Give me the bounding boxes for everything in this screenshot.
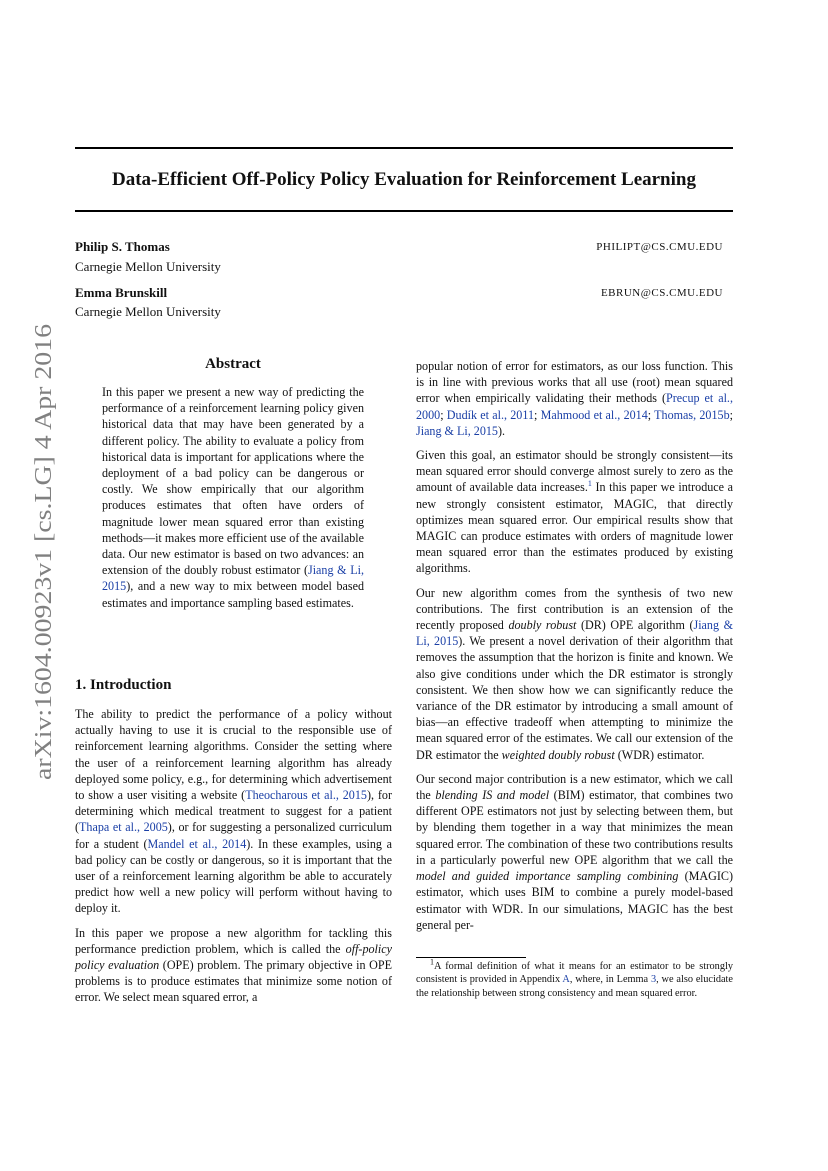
body-text: In this paper we introduce a new strongly consistent estimator, MAGIC, that directly optimizes mean squared error. Our empirical results show that MAGIC can produce estimates with orders of magnitude lower mean squared error than the estimates produced by existing algorithms. bbox=[416, 480, 734, 576]
citation-separator: ; bbox=[440, 407, 447, 422]
author-name-1: Philip S. Thomas bbox=[75, 239, 170, 254]
title-bottom-rule bbox=[75, 210, 733, 212]
abstract-heading: Abstract bbox=[205, 356, 261, 372]
emphasis-text: weighted doubly robust bbox=[501, 747, 615, 762]
citation-link[interactable]: Mahmood et al., 2014 bbox=[540, 407, 648, 422]
intro-paragraph-2 bbox=[75, 925, 392, 1006]
footnote-text: , where, in Lemma bbox=[569, 974, 651, 986]
footnote-1 bbox=[416, 957, 733, 1000]
body-text: popular notion of error for estimators, as our loss function. This is in line with previous works that all use (root) mean squared error when empirically validating their methods ( bbox=[416, 359, 733, 406]
emphasis-text: model and guided importance sampling combining bbox=[416, 869, 679, 884]
citation-link[interactable]: Thapa et al., 2005 bbox=[79, 820, 168, 835]
right-column-body bbox=[416, 358, 733, 941]
footnote-number: 1 bbox=[430, 957, 434, 967]
body-text: In this paper we propose a new algorithm for tackling this performance prediction problem, which is called the bbox=[75, 925, 392, 956]
citation-link[interactable]: Dudík et al., 2011 bbox=[446, 407, 535, 422]
arxiv-stamp-text: arXiv:1604.00923v1 [cs.LG] 4 Apr 2016 bbox=[30, 378, 57, 780]
paper-title: Data-Efficient Off-Policy Policy Evaluation for Reinforcement Learning bbox=[112, 169, 696, 190]
body-text: ), or for suggesting a personalized curriculum for a student ( bbox=[75, 820, 392, 851]
title-top-rule bbox=[75, 147, 733, 149]
citation-link[interactable]: Thomas, 2015b bbox=[654, 407, 730, 422]
body-text: (WDR) estimator. bbox=[614, 747, 705, 762]
citation-link[interactable]: Precup et al., 2000 bbox=[416, 391, 733, 422]
body-text: (OPE) problem. The primary objective in OPE problems is to produce estimates that minimize some notion of error. We select mean squared error, a bbox=[75, 958, 393, 1005]
footnote-marker[interactable]: 1 bbox=[587, 479, 592, 489]
right-paragraph-4 bbox=[416, 771, 733, 933]
citation-link[interactable]: Jiang & Li, 2015 bbox=[416, 423, 498, 438]
right-paragraph-3 bbox=[416, 585, 733, 763]
citation-link[interactable]: Theocharous et al., 2015 bbox=[245, 788, 367, 803]
body-text: (DR) OPE algorithm ( bbox=[576, 618, 694, 633]
arxiv-side-stamp bbox=[20, 320, 60, 780]
body-text: Our second major contribution is a new estimator, which we call the bbox=[416, 771, 733, 803]
abstract-body bbox=[102, 384, 364, 611]
appendix-link[interactable]: A bbox=[562, 974, 570, 986]
citation-link[interactable]: Jiang & Li, 2015 bbox=[416, 618, 733, 649]
left-column-body bbox=[75, 706, 392, 1014]
author-name-2: Emma Brunskill bbox=[75, 285, 168, 300]
emphasis-text: doubly robust bbox=[508, 618, 577, 633]
citation-link[interactable]: Jiang & Li, 2015 bbox=[102, 563, 364, 594]
citation-link[interactable]: Mandel et al., 2014 bbox=[147, 836, 247, 851]
footnote-text: A formal definition of what it means for an estimator to be strongly consistent is provided in Appendix bbox=[416, 961, 733, 986]
author-email-2[interactable]: EBRUN@CS.CMU.EDU bbox=[600, 287, 723, 299]
section-heading-introduction: 1. Introduction bbox=[75, 677, 172, 693]
abstract-text: ), and a new way to mix between model based estimates and importance sampling based estimates. bbox=[102, 579, 364, 610]
body-text: ). In these examples, using a bad policy can be costly or dangerous, so it is important that the user of a reinforcement learning algorithm be able to accurately predict how well a new policy will perform without having to deploy it. bbox=[75, 836, 392, 916]
body-text: The ability to predict the performance of a policy without actually having to use it is crucial to the responsible use of reinforcement learning algorithms. Consider the setting where the user of a reinforcement learning algorithm has already deployed some policy, e.g., for determining which advertisement to show a user visiting a website ( bbox=[75, 707, 392, 803]
body-text: (BIM) estimator, that combines two different OPE estimators not just by selecting between them, but by blending them together in a way that minimizes the mean squared error. The combination of these two contributions results in a particularly powerful new OPE algorithm that we call the bbox=[416, 788, 733, 867]
abstract-text: In this paper we present a new way of predicting the performance of a reinforcement learning policy given historical data that may have been generated by a different policy. The ability to evaluate a policy from historical data is important for applications where the deployment of a bad policy can be dangerous or costly. We show empirically that our algorithm produces estimates that often have orders of magnitude lower mean squared error than existing methods—it makes more efficient use of the available data. Our new estimator is based on two advances: an extension of the doubly robust estimator ( bbox=[102, 385, 364, 578]
author-affiliation-2: Carnegie Mellon University bbox=[75, 304, 221, 319]
author-email-1[interactable]: PHILIPT@CS.CMU.EDU bbox=[596, 241, 723, 253]
citation-separator: ; bbox=[647, 407, 655, 422]
citation-separator: ; bbox=[534, 407, 541, 422]
arxiv-stamp-graphic bbox=[20, 320, 60, 780]
lemma-link[interactable]: 3 bbox=[650, 974, 657, 986]
body-text: ). bbox=[497, 423, 506, 438]
emphasis-text: blending IS and model bbox=[435, 788, 550, 803]
intro-paragraph-1 bbox=[75, 706, 392, 917]
body-text: Given this goal, an estimator should be strongly consistent—its mean squared error should converge almost surely to zero as the amount of available data increases. bbox=[416, 448, 733, 495]
author-affiliation-1: Carnegie Mellon University bbox=[75, 259, 221, 274]
emphasis-text: off-policy policy evaluation bbox=[75, 941, 392, 973]
citation-separator: ; bbox=[729, 407, 733, 422]
body-text: Our new algorithm comes from the synthesis of two new contributions. The first contribution is an extension of the recently proposed bbox=[416, 585, 733, 633]
body-text: (MAGIC) estimator, which uses BIM to combine a purely model-based estimator with WDR. In our simulations, MAGIC has the best general per- bbox=[416, 869, 733, 932]
footnote-text: , we also elucidate the relationship between strong consistency and mean squared error. bbox=[416, 974, 733, 999]
body-text: ), for determining which medical treatment to suggest for a patient ( bbox=[75, 788, 392, 835]
right-paragraph-2 bbox=[416, 447, 733, 577]
body-text: ). We present a novel derivation of their algorithm that removes the assumption that the horizon is finite and known. We also give conditions under which the DR estimator is strongly consistent. We then show how we can significantly reduce the variance of the DR estimator by introducing a small amount of bias—an effective tradeoff when attempting to minimize the mean squared error of the estimates. We call our extension of the DR estimator the bbox=[416, 634, 733, 762]
right-paragraph-1 bbox=[416, 358, 733, 439]
